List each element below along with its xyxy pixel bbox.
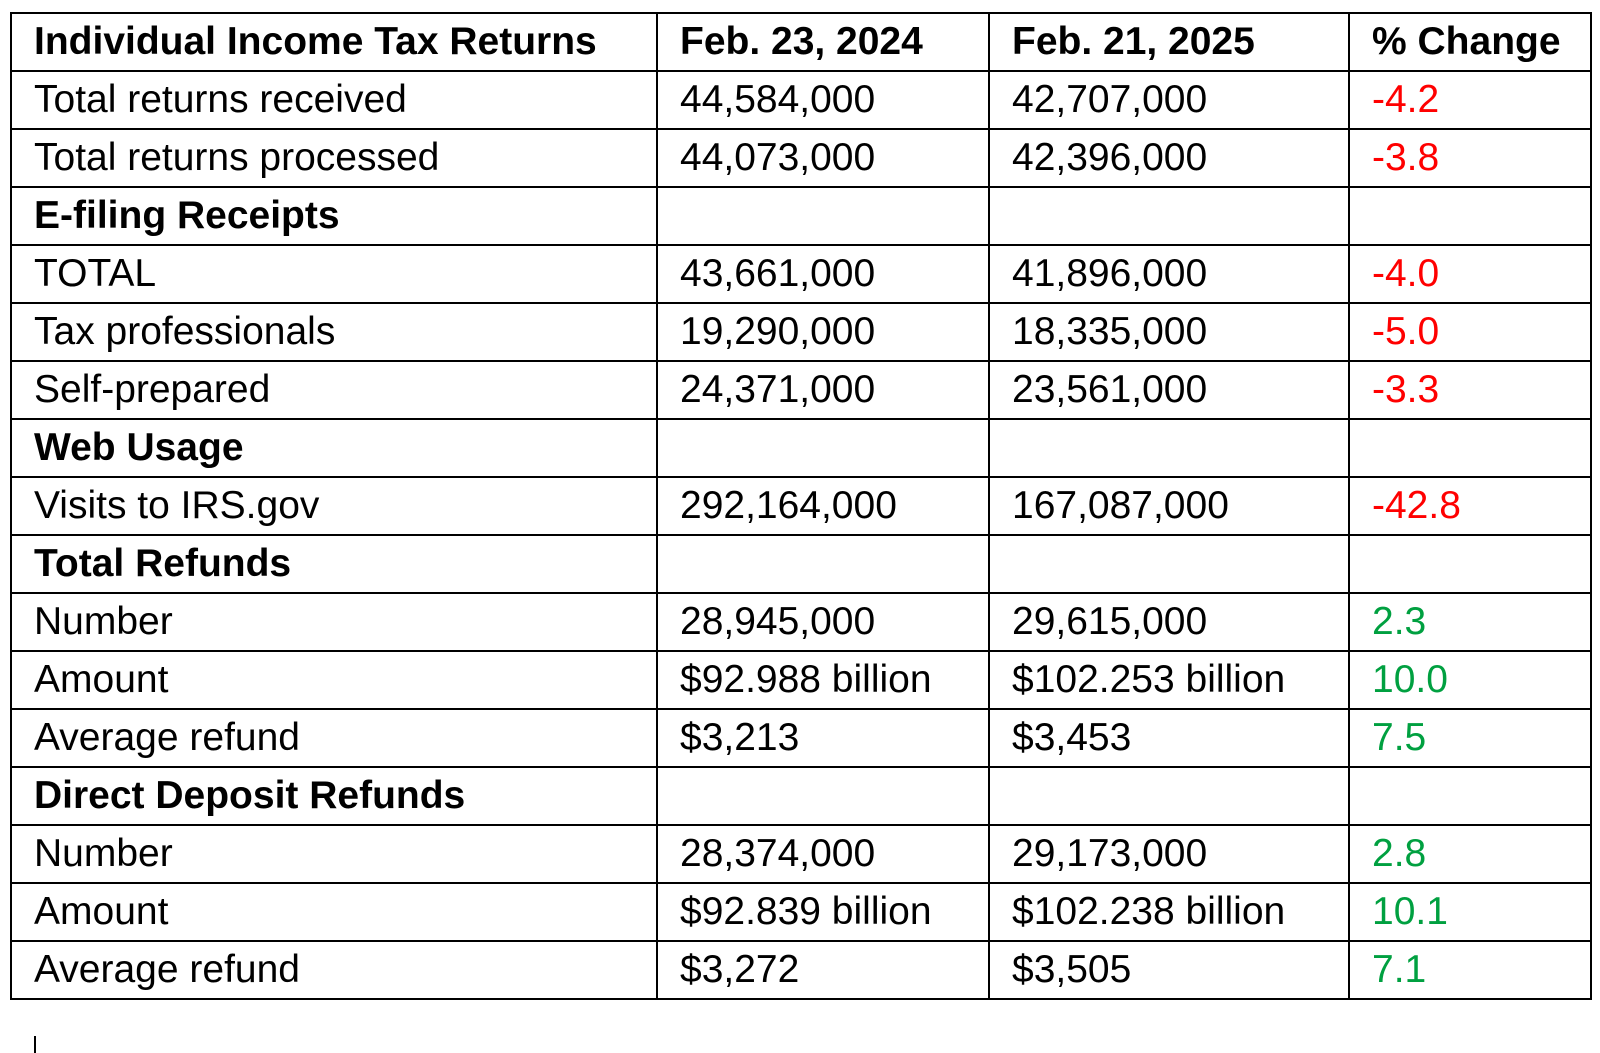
section-row: [11, 419, 1591, 477]
section-row: [11, 535, 1591, 593]
value-2024-cell: 19,290,000: [657, 303, 989, 361]
value-2025-cell: [989, 187, 1349, 245]
table-body: [11, 13, 1591, 999]
change-cell: 10.1: [1349, 883, 1591, 941]
value-2024-cell: [657, 419, 989, 477]
section-title-cell: Total Refunds: [11, 535, 657, 593]
value-2024-cell: [657, 187, 989, 245]
header-cell-2025: Feb. 21, 2025: [989, 13, 1349, 71]
change-cell: 2.3: [1349, 593, 1591, 651]
change-cell: -42.8: [1349, 477, 1591, 535]
table-row: [11, 883, 1591, 941]
label-cell: Tax professionals: [11, 303, 657, 361]
value-2024-cell: $3,213: [657, 709, 989, 767]
label-cell: Average refund: [11, 709, 657, 767]
value-2024-cell: $92.988 billion: [657, 651, 989, 709]
table-row: [11, 129, 1591, 187]
label-cell: Visits to IRS.gov: [11, 477, 657, 535]
label-cell: Number: [11, 825, 657, 883]
label-cell: Total returns received: [11, 71, 657, 129]
section-title-cell: Web Usage: [11, 419, 657, 477]
table-row: [11, 593, 1591, 651]
value-2024-cell: 43,661,000: [657, 245, 989, 303]
value-2025-cell: $102.238 billion: [989, 883, 1349, 941]
value-2024-cell: 24,371,000: [657, 361, 989, 419]
change-cell: 10.0: [1349, 651, 1591, 709]
label-cell: Amount: [11, 651, 657, 709]
change-cell: -4.2: [1349, 71, 1591, 129]
value-2025-cell: $3,505: [989, 941, 1349, 999]
table-row: [11, 651, 1591, 709]
label-cell: Amount: [11, 883, 657, 941]
change-cell: [1349, 187, 1591, 245]
value-2025-cell: [989, 767, 1349, 825]
change-cell: [1349, 767, 1591, 825]
change-cell: [1349, 419, 1591, 477]
table-row: [11, 709, 1591, 767]
header-row: [11, 13, 1591, 71]
value-2025-cell: [989, 535, 1349, 593]
table-row: [11, 71, 1591, 129]
header-cell-label: Individual Income Tax Returns: [11, 13, 657, 71]
section-row: [11, 767, 1591, 825]
value-2024-cell: 292,164,000: [657, 477, 989, 535]
change-cell: [1349, 535, 1591, 593]
bottom-border-tick: [34, 1036, 36, 1053]
label-cell: TOTAL: [11, 245, 657, 303]
change-cell: 7.5: [1349, 709, 1591, 767]
value-2025-cell: $102.253 billion: [989, 651, 1349, 709]
value-2025-cell: 42,396,000: [989, 129, 1349, 187]
value-2024-cell: $92.839 billion: [657, 883, 989, 941]
tax-returns-table: [10, 12, 1592, 1000]
label-cell: Number: [11, 593, 657, 651]
value-2024-cell: [657, 767, 989, 825]
value-2025-cell: 42,707,000: [989, 71, 1349, 129]
label-cell: Self-prepared: [11, 361, 657, 419]
value-2025-cell: 23,561,000: [989, 361, 1349, 419]
section-title-cell: E-filing Receipts: [11, 187, 657, 245]
section-title-cell: Direct Deposit Refunds: [11, 767, 657, 825]
table-row: [11, 303, 1591, 361]
value-2024-cell: [657, 535, 989, 593]
section-row: [11, 187, 1591, 245]
header-cell-change: % Change: [1349, 13, 1591, 71]
value-2025-cell: 29,615,000: [989, 593, 1349, 651]
label-cell: Average refund: [11, 941, 657, 999]
change-cell: -5.0: [1349, 303, 1591, 361]
value-2025-cell: [989, 419, 1349, 477]
value-2024-cell: 44,584,000: [657, 71, 989, 129]
value-2025-cell: $3,453: [989, 709, 1349, 767]
change-cell: 2.8: [1349, 825, 1591, 883]
table-row: [11, 245, 1591, 303]
value-2024-cell: $3,272: [657, 941, 989, 999]
table-row: [11, 361, 1591, 419]
value-2024-cell: 28,945,000: [657, 593, 989, 651]
value-2025-cell: 41,896,000: [989, 245, 1349, 303]
table-row: [11, 941, 1591, 999]
value-2024-cell: 28,374,000: [657, 825, 989, 883]
value-2025-cell: 18,335,000: [989, 303, 1349, 361]
change-cell: -4.0: [1349, 245, 1591, 303]
change-cell: -3.3: [1349, 361, 1591, 419]
header-cell-2024: Feb. 23, 2024: [657, 13, 989, 71]
value-2024-cell: 44,073,000: [657, 129, 989, 187]
value-2025-cell: 167,087,000: [989, 477, 1349, 535]
table-row: [11, 477, 1591, 535]
table-row: [11, 825, 1591, 883]
value-2025-cell: 29,173,000: [989, 825, 1349, 883]
change-cell: 7.1: [1349, 941, 1591, 999]
label-cell: Total returns processed: [11, 129, 657, 187]
change-cell: -3.8: [1349, 129, 1591, 187]
